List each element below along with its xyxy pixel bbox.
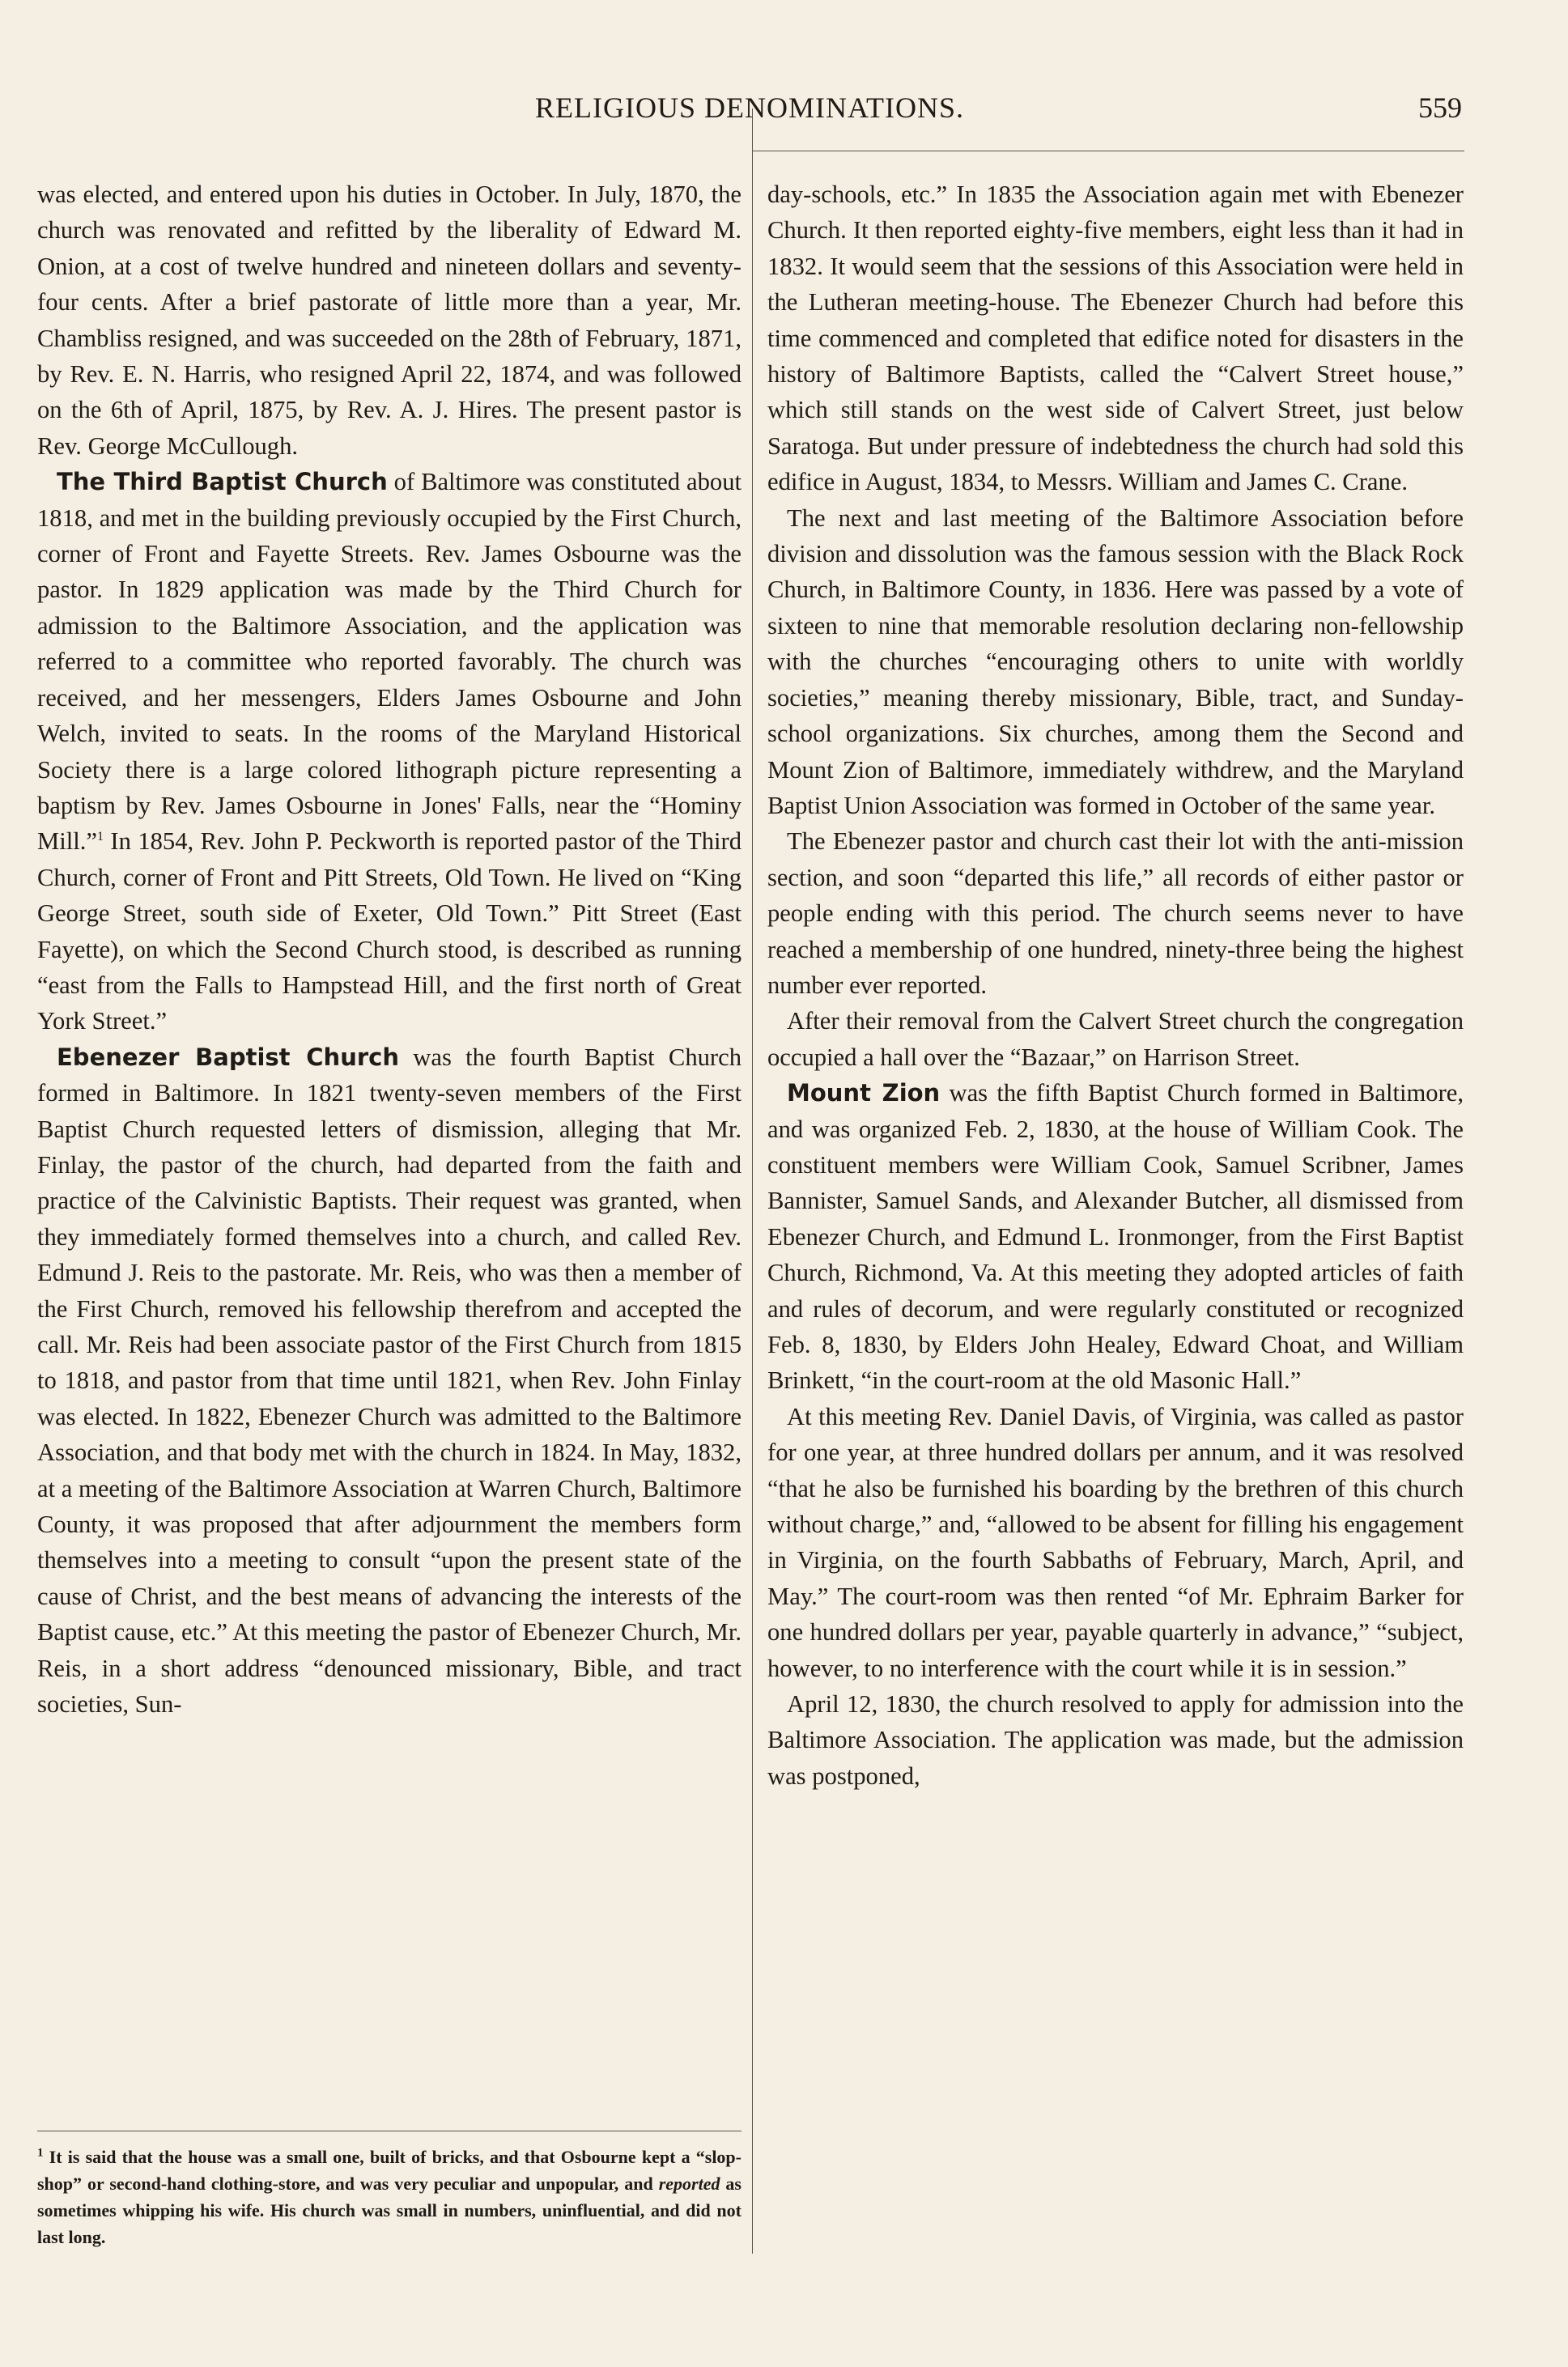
paragraph [767,823,1464,1003]
paragraph-text: was the fourth Baptist Church formed in Baltimore. In 1821 twenty-seven members of the First Baptist Church requested letters of dismission, alleging that Mr. Finlay, the pastor of the church, had departed from the faith and practice of the Calvinistic Baptists. Their request was granted, when they immediately formed themselves into a church, and called Rev. Edmund J. Reis to the pastorate. Mr. Reis, who was then a member of the First Church, removed his fellowship therefrom and accepted the call. Mr. Reis had been associate pastor of the First Church from 1815 to 1818, and pastor from that time until 1821, when Rev. John Finlay was elected. In 1822, Ebenezer Church was admitted to the Baltimore Association, and that body met with the church in 1824. In May, 1832, at a meeting of the Baltimore Association at Warren Church, Baltimore County, it was proposed that after adjournment the members form themselves into a meeting to consult “upon the present state of the cause of Christ, and the best means of advancing the interests of the Baptist cause, etc.” At this meeting the pastor of Ebenezer Church, Mr. Reis, in a short address “denounced missionary, Bible, and tract societies, Sun- [37,1043,742,1719]
paragraph [767,500,1464,824]
footnote-reference[interactable]: 1 [96,830,104,844]
running-title: RELIGIOUS DENOMINATIONS. [535,91,964,124]
footnote [37,2144,742,2250]
paragraph [37,464,742,1039]
paragraph [767,176,1464,500]
paragraph [767,1399,1464,1686]
paragraph-text: April 12, 1830, the church resolved to apply for admission into the Baltimore Association. The application was made, but the admission was postponed, [767,1690,1464,1790]
paragraph [767,1075,1464,1399]
paragraph-text: was the fifth Baptist Church formed in Baltimore, and was organized Feb. 2, 1830, at the house of William Cook. The constituent members were William Cook, Samuel Scribner, James Bannister, Samuel Sands, and Alexander Butcher, all dismissed from Ebenezer Church, and Edmund L. Ironmonger, from the First Baptist Church, Richmond, Va. At this meeting they adopted articles of faith and rules of decorum, and were regularly constituted or recognized Feb. 8, 1830, by Elders John Healey, Edward Choat, and William Brinkett, “in the court-room at the old Masonic Hall.” [767,1079,1464,1395]
page-number: 559 [1418,91,1462,124]
footnote-text: as sometimes whipping his wife. His church was small in numbers, uninfluential, and did not last long. [37,2174,742,2247]
section-heading: Ebenezer Baptist Church [57,1043,399,1071]
paragraph-text: The next and last meeting of the Baltimore Association before division and dissolution was the famous session with the Black Rock Church, in Baltimore County, in 1836. Here was passed by a vote of sixteen to nine that memorable resolution declaring non-fellowship with the churches “encouraging others to unite with worldly societies,” meaning thereby missionary, Bible, tract, and Sunday-school organizations. Six churches, among them the Second and Mount Zion of Baltimore, immediately withdrew, and the Maryland Baptist Union Association was formed in October of the same year. [767,504,1464,819]
footnote-mark: 1 [37,2146,44,2160]
paragraph-text: of Baltimore was constituted about 1818, and met in the building previously occupied by the First Church, corner of Front and Fayette Streets. Rev. James Osbourne was the pastor. In 1829 application was made by the Third Church for admission to the Baltimore Association, and the application was referred to a committee who reported favorably. The church was received, and her messengers, Elders James Osbourne and John Welch, invited to seats. In the rooms of the Maryland Historical Society there is a large colored lithograph picture representing a baptism by Rev. James Osbourne in Jones' Falls, near the “Hominy Mill.” [37,468,742,856]
paragraph [767,1003,1464,1075]
footnote-text: It is said that the house was a small one, built of bricks, and that Osbourne kept a “slop-shop” or second-hand clothing-store, and was very peculiar and unpopular, and [37,2147,742,2194]
left-column [37,176,742,1722]
column-divider [752,108,753,2254]
paragraph [37,176,742,464]
section-heading: Mount Zion [787,1079,941,1107]
paragraph-text: In 1854, Rev. John P. Peckworth is reported pastor of the Third Church, corner of Front and Pitt Streets, Old Town. He lived on “King George Street, south side of Exeter, Old Town.” Pitt Street (East Fayette), on which the Second Church stood, is described as running “east from the Falls to Hampstead Hill, and the first north of Great York Street.” [37,827,742,1035]
paragraph-text: After their removal from the Calvert Street church the congregation occupied a hall over the “Bazaar,” on Harrison Street. [767,1007,1464,1071]
paragraph-text: was elected, and entered upon his duties in October. In July, 1870, the church was renovated and refitted by the liberality of Edward M. Onion, at a cost of twelve hundred and nineteen dollars and seventy-four cents. After a brief pastorate of little more than a year, Mr. Chambliss resigned, and was succeeded on the 28th of February, 1871, by Rev. E. N. Harris, who resigned April 22, 1874, and was followed on the 6th of April, 1875, by Rev. A. J. Hires. The present pastor is Rev. George McCullough. [37,181,742,460]
footnote-emphasis: reported [658,2174,720,2194]
paragraph [37,1039,742,1723]
section-heading: The Third Baptist Church [57,468,388,496]
running-head [37,91,1462,139]
paragraph-text: day-schools, etc.” In 1835 the Association again met with Ebenezer Church. It then reported eighty-five members, eight less than it had in 1832. It would seem that the sessions of this Association were held in the Lutheran meeting-house. The Ebenezer Church had before this time commenced and completed that edifice noted for disasters in the history of Baltimore Baptists, called the “Calvert Street house,” which still stands on the west side of Calvert Street, just below Saratoga. But under pressure of indebtedness the church had sold this edifice in August, 1834, to Messrs. William and James C. Crane. [767,181,1464,496]
paragraph-text: At this meeting Rev. Daniel Davis, of Virginia, was called as pastor for one year, at three hundred dollars per annum, and it was resolved “that he also be furnished his boarding by the brethren of this church without charge,” and, “allowed to be absent for filling his engagement in Virginia, on the fourth Sabbaths of February, March, April, and May.” The court-room was then rented “of Mr. Ephraim Barker for one hundred dollars per year, payable quarterly in advance,” “subject, however, to no interference with the court while it is in session.” [767,1402,1464,1682]
paragraph [767,1686,1464,1794]
paragraph-text: The Ebenezer pastor and church cast their lot with the anti-mission section, and soon “departed this life,” all records of either pastor or people ending with this period. The church seems never to have reached a membership of one hundred, ninety-three being the highest number ever reported. [767,827,1464,999]
right-column [767,176,1464,1794]
